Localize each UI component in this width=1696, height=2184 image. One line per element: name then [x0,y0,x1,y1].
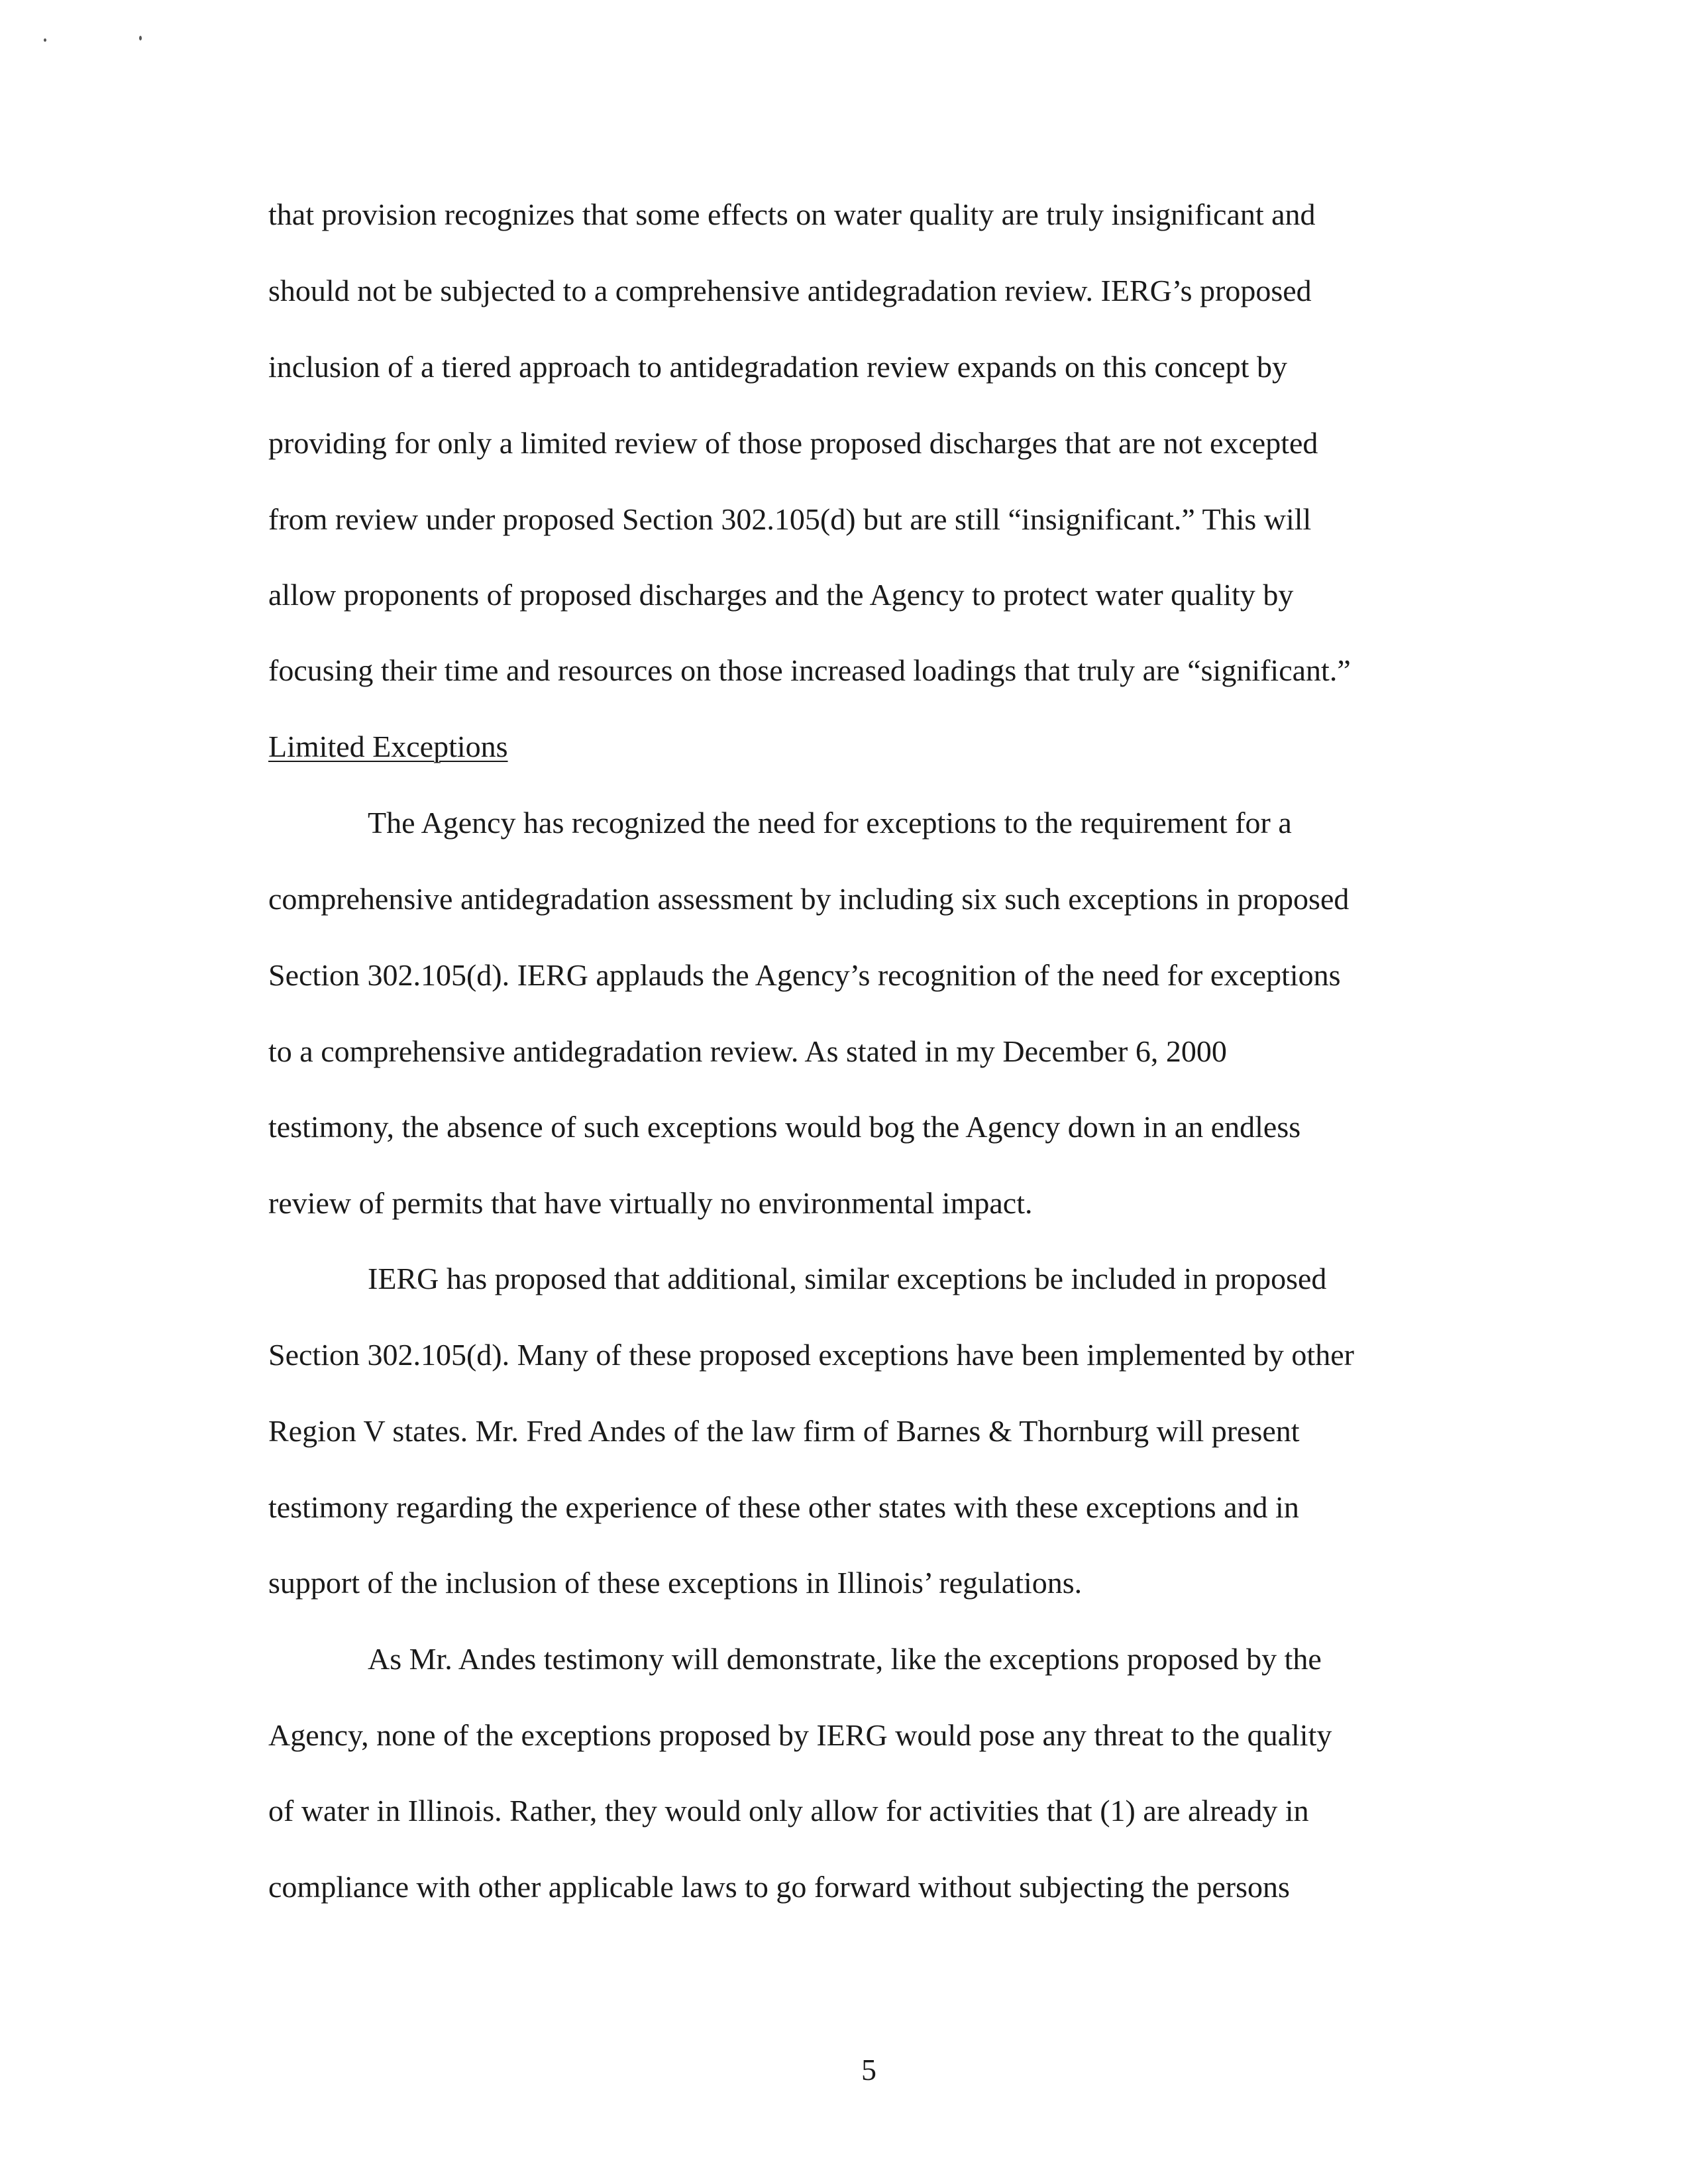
body-line: review of permits that have virtually no environmental impact. [268,1186,1033,1220]
body-line: testimony, the absence of such exceptions would bog the Agency down in an endless [268,1110,1301,1144]
body-line: Section 302.105(d). IERG applauds the Agency’s recognition of the need for exceptions [268,958,1341,992]
body-line: compliance with other applicable laws to go forward without subjecting the persons [268,1870,1290,1904]
body-line: Section 302.105(d). Many of these proposed exceptions have been implemented by other [268,1338,1354,1372]
body-line: IERG has proposed that additional, similar exceptions be included in proposed [368,1262,1327,1295]
body-line: that provision recognizes that some effects on water quality are truly insignificant and [268,197,1316,231]
body-line: providing for only a limited review of those proposed discharges that are not excepted [268,426,1318,460]
section-heading: Limited Exceptions [268,730,508,763]
body-line: The Agency has recognized the need for exceptions to the requirement for a [368,806,1292,840]
body-line: focusing their time and resources on those increased loadings that truly are “significant.” [268,653,1351,687]
scan-speck [44,38,46,42]
body-line: inclusion of a tiered approach to antidegradation review expands on this concept by [268,350,1287,384]
body-line: As Mr. Andes testimony will demonstrate, like the exceptions proposed by the [368,1642,1322,1676]
body-line: comprehensive antidegradation assessment by including six such exceptions in proposed [268,882,1350,916]
body-line: support of the inclusion of these exceptions in Illinois’ regulations. [268,1566,1083,1600]
body-line: of water in Illinois. Rather, they would only allow for activities that (1) are already in [268,1794,1309,1828]
body-line: to a comprehensive antidegradation review. As stated in my December 6, 2000 [268,1034,1227,1068]
body-line: Agency, none of the exceptions proposed by IERG would pose any threat to the quality [268,1718,1332,1752]
body-line: Region V states. Mr. Fred Andes of the law firm of Barnes & Thornburg will present [268,1414,1300,1448]
body-line: allow proponents of proposed discharges and the Agency to protect water quality by [268,578,1294,612]
body-line: testimony regarding the experience of these other states with these exceptions and in [268,1490,1299,1524]
scan-speck [139,36,142,40]
body-line: should not be subjected to a comprehensive antidegradation review. IERG’s proposed [268,274,1312,307]
body-line: from review under proposed Section 302.105(d) but are still “insignificant.” This will [268,502,1312,536]
page-number: 5 [861,2053,876,2087]
